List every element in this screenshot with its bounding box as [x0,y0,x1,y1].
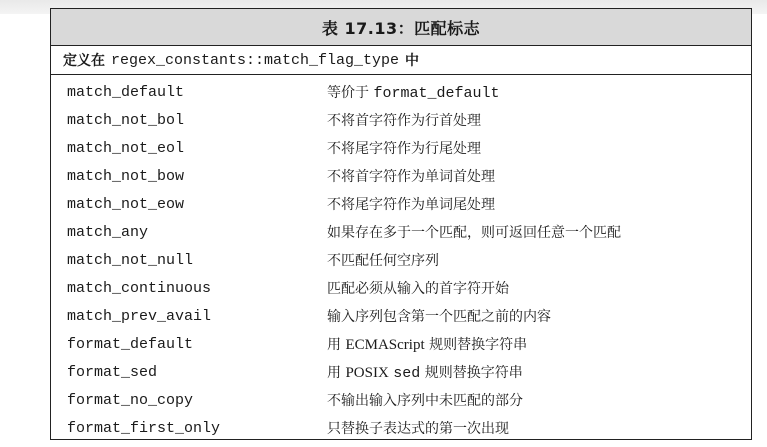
table-body [51,75,751,442]
flag-name: match_prev_avail [67,307,212,325]
flag-description [327,278,751,298]
description-text: sed [393,365,421,382]
table-row [51,190,751,218]
table-row [51,358,751,386]
flag-description [327,194,751,214]
flag-name: match_not_eow [67,195,185,213]
table-row [51,162,751,190]
header-prefix: 定义在 [63,53,105,69]
description-text: 如果存在多于一个匹配，则可返回任意一个匹配 [327,225,621,241]
flag-description [327,418,751,438]
flag-name: format_no_copy [67,391,194,409]
description-text: 不将首字符作为单词首处理 [327,169,495,185]
header-suffix: 中 [405,53,420,69]
description-text: ECMAScript [345,337,425,353]
flag-description [327,306,751,326]
description-text: 用 [327,365,346,381]
description-text: 规则替换字符串 [424,337,528,353]
flag-name: match_continuous [67,279,212,297]
flag-name: match_default [67,83,185,101]
table-row [51,302,751,330]
description-text: 输入序列包含第一个匹配之前的内容 [327,309,551,325]
table-row [51,246,751,274]
flag-description [327,138,751,158]
flag-name: format_sed [67,363,158,381]
table-row [51,78,751,106]
table-row [51,386,751,414]
flag-description [327,390,751,410]
table-row [51,134,751,162]
description-text: 不输出输入序列中未匹配的部分 [327,393,523,409]
description-text: POSIX [345,365,389,381]
header-type-name: regex_constants::match_flag_type [111,51,400,69]
table-row [51,414,751,442]
description-text: format_default [373,85,500,102]
description-text: 不匹配任何空序列 [327,253,439,269]
flag-description [327,222,751,242]
flag-name: match_not_eol [67,139,185,157]
description-text: 不将首字符作为行首处理 [327,113,481,129]
flag-description [327,166,751,186]
description-text: 等价于 [327,85,374,101]
table-row [51,330,751,358]
flag-description [327,82,751,102]
flag-description [327,250,751,270]
table-row [51,274,751,302]
flag-name: match_not_bow [67,167,185,185]
flag-name: match_not_bol [67,111,185,129]
description-text: 不将尾字符作为单词尾处理 [327,197,495,213]
table-row [51,218,751,246]
flag-name: match_not_null [67,251,194,269]
flag-name: match_any [67,223,149,241]
match-flags-table [50,8,752,440]
description-text: 匹配必须从输入的首字符开始 [327,281,509,297]
flag-description [327,362,751,382]
description-text: 用 [327,337,346,353]
table-row [51,106,751,134]
flag-description [327,110,751,130]
description-text: 不将尾字符作为行尾处理 [327,141,481,157]
table-caption: 表 17.13：匹配标志 [51,9,751,46]
table-header-row [51,46,751,75]
description-text: 规则替换字符串 [420,365,523,381]
flag-description [327,334,751,354]
flag-name: format_default [67,335,194,353]
flag-name: format_first_only [67,419,221,437]
description-text: 只替换子表达式的第一次出现 [327,421,509,437]
